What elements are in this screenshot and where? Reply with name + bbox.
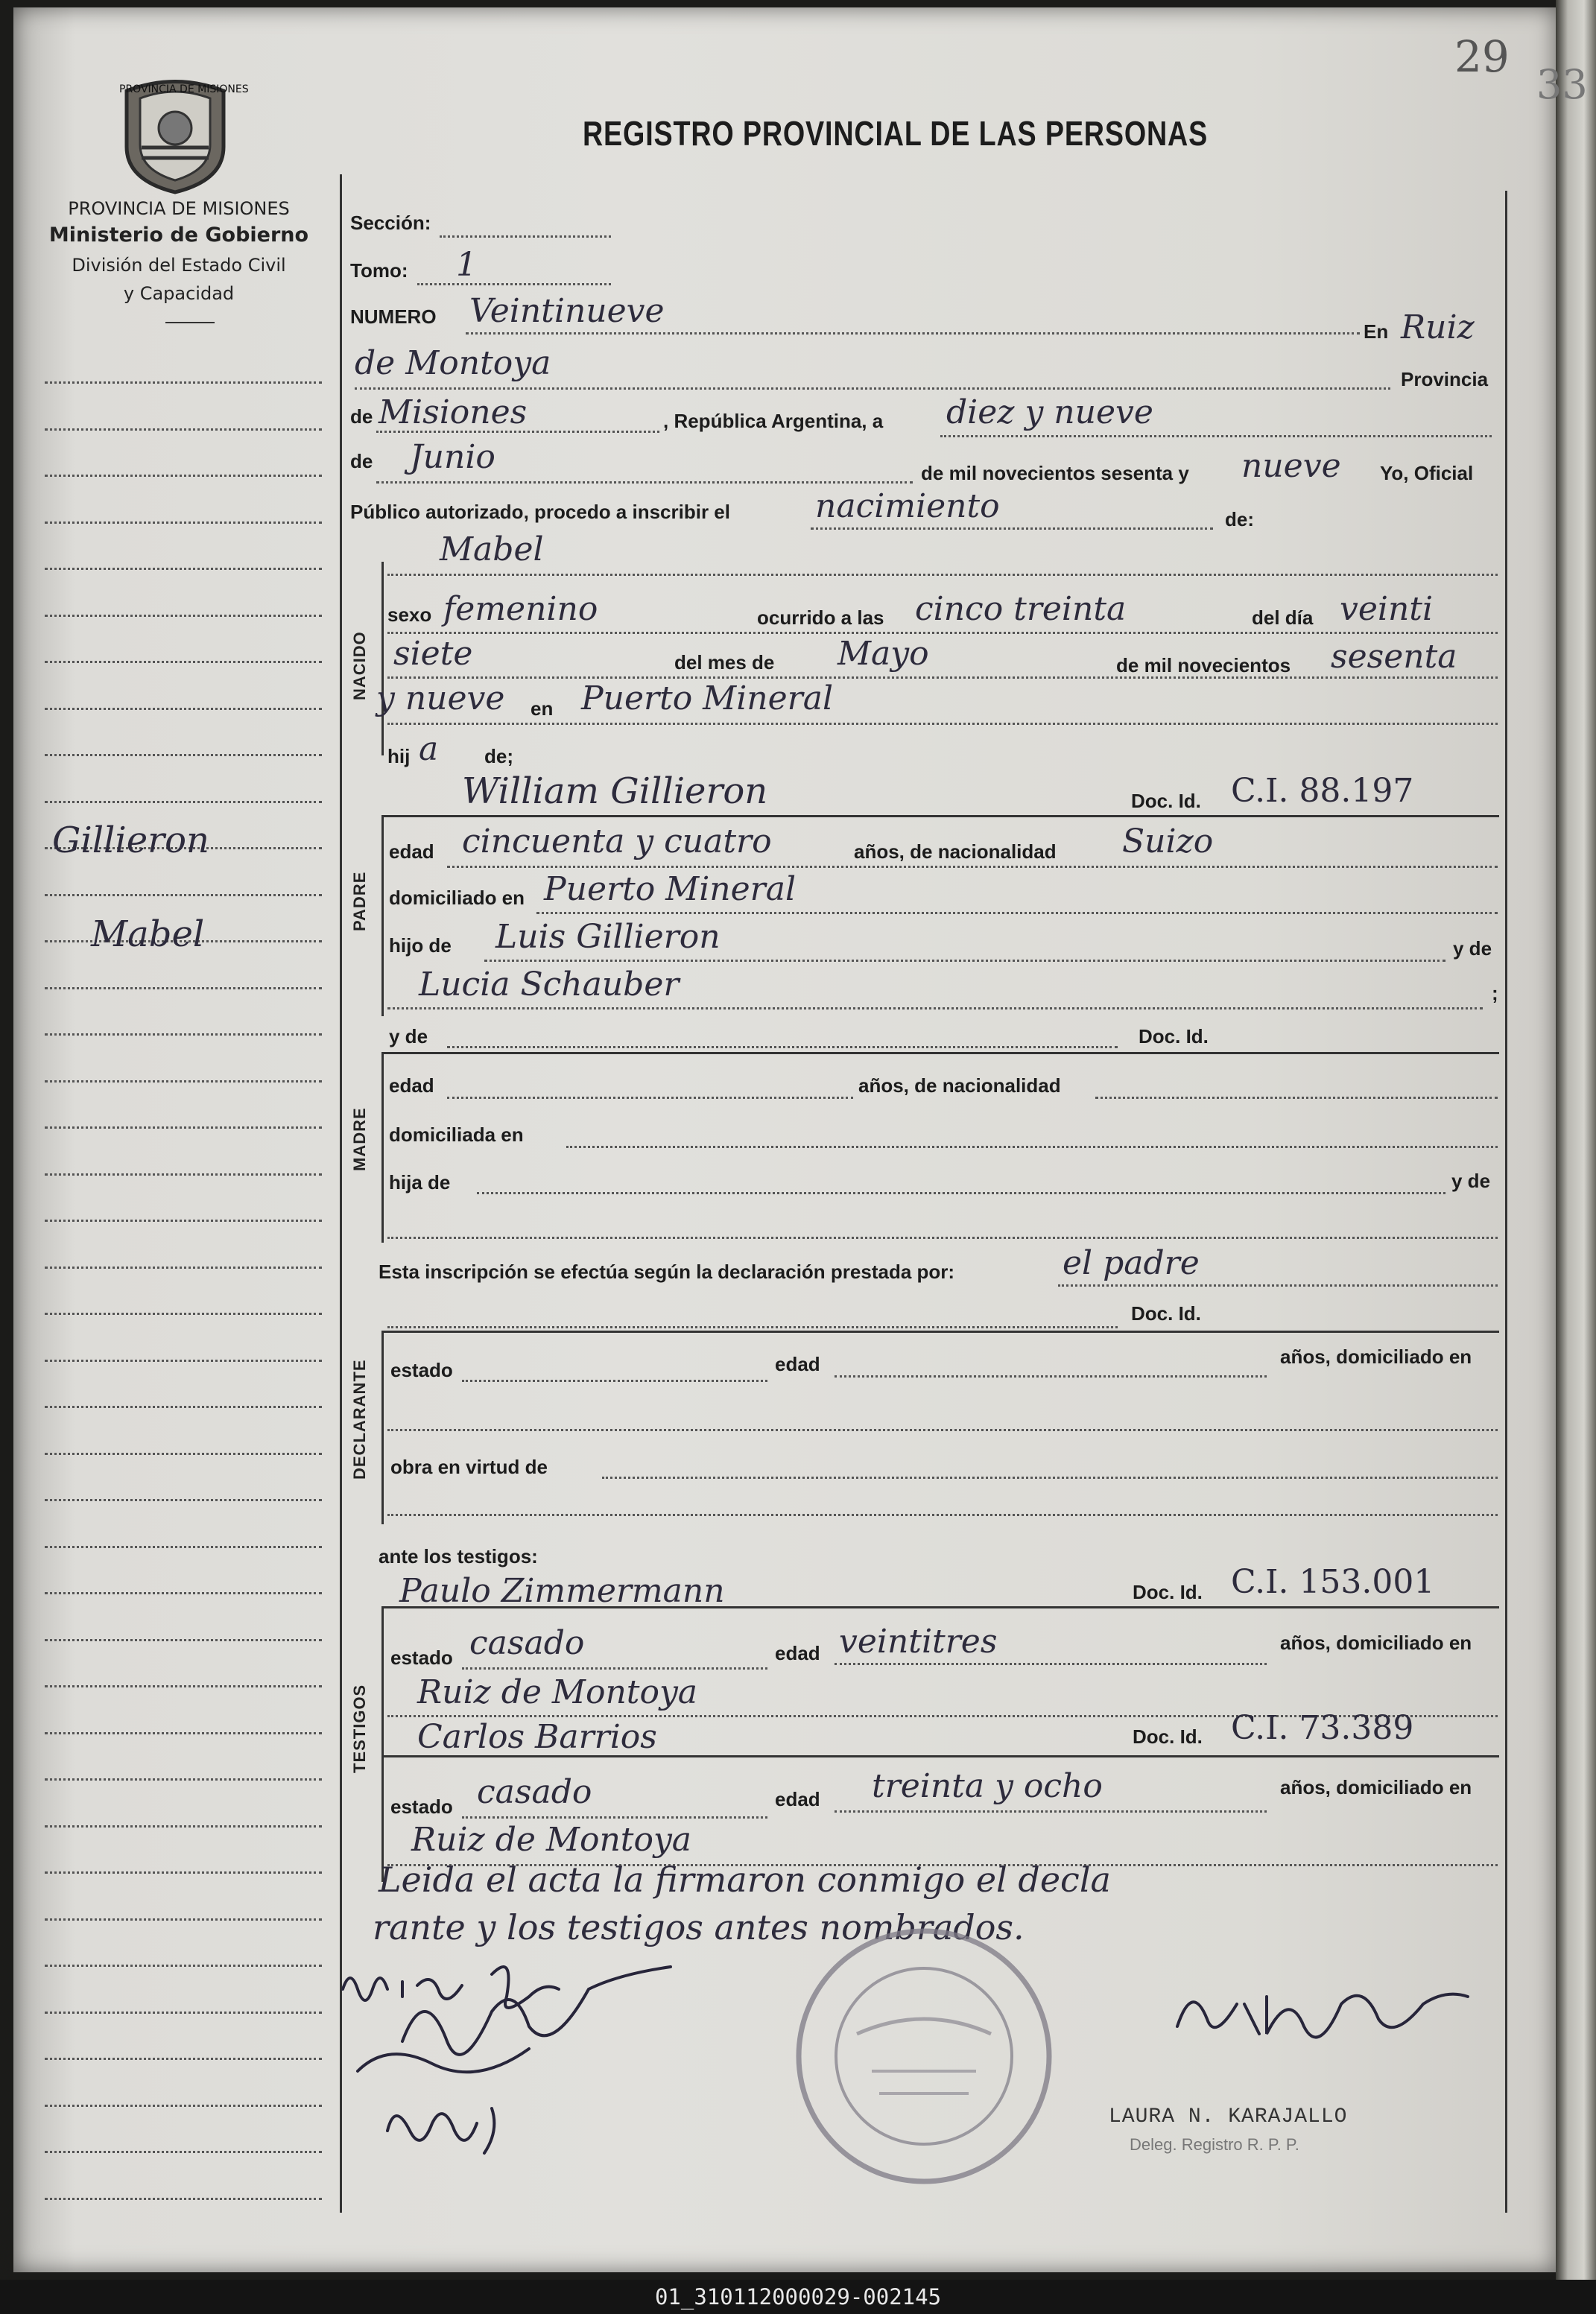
value-testigo1-edad: veintitres	[839, 1623, 998, 1661]
value-padre-nac: Suizo	[1122, 822, 1214, 860]
margin-line	[45, 2105, 322, 2107]
page-number-right: 33	[1536, 61, 1588, 108]
value-testigo2-doc: C.I. 73.389	[1231, 1709, 1414, 1747]
section-padre: PADRE	[350, 871, 369, 931]
archive-footer: 01_310112000029-002145	[0, 2280, 1596, 2314]
margin-line	[45, 2198, 322, 2200]
header-ministry: Ministerio de Gobierno	[48, 224, 309, 247]
value-hij-suffix: a	[419, 730, 439, 768]
margin-line	[45, 801, 322, 803]
page-number: 29	[1454, 31, 1510, 82]
margin-line	[45, 1918, 322, 1921]
label-hija-de: hija de	[389, 1171, 451, 1194]
section-declarante: DECLARANTE	[350, 1359, 369, 1480]
header-capacity: y Capacidad	[123, 283, 235, 304]
section-madre: MADRE	[350, 1107, 369, 1171]
rule-testigo2	[381, 1755, 1499, 1757]
label-doc-id-testigo2: Doc. Id.	[1133, 1725, 1203, 1748]
line-edad-declarante	[835, 1375, 1267, 1378]
line-dom-madre	[566, 1146, 1498, 1148]
label-republica: , República Argentina, a	[663, 410, 884, 432]
label-obra: obra en virtud de	[390, 1456, 548, 1478]
rule-testigos-top	[381, 1606, 1499, 1608]
header-rule	[165, 322, 215, 323]
label-yo-oficial: Yo, Oficial	[1380, 462, 1474, 484]
line-dom-declarante	[387, 1429, 1498, 1431]
line-nombre	[387, 574, 1498, 576]
bracket-nacido	[381, 562, 384, 755]
margin-line	[45, 894, 322, 896]
line-madre-final	[387, 1237, 1498, 1239]
value-nombre: Mabel	[440, 530, 544, 568]
margin-line	[45, 1546, 322, 1548]
label-estado-testigo1: estado	[390, 1646, 453, 1669]
line-seccion	[440, 235, 611, 238]
line-acto	[811, 527, 1213, 530]
line-obra-2	[387, 1514, 1498, 1516]
line-tomo	[417, 283, 611, 285]
document-title: REGISTRO PROVINCIAL DE LAS PERSONAS	[583, 114, 1209, 153]
margin-line	[45, 1360, 322, 1362]
margin-line	[45, 1871, 322, 1874]
margin-line	[45, 987, 322, 989]
value-mes: Junio	[410, 438, 495, 476]
margin-line	[45, 2151, 322, 2153]
rule-madre-top	[381, 1052, 1499, 1054]
line-estado-testigo1	[462, 1667, 767, 1670]
margin-name: Mabel	[91, 913, 205, 955]
margin-line	[45, 1453, 322, 1455]
margin-surname: Gillieron	[52, 820, 209, 861]
line-provincia	[376, 431, 659, 433]
value-anio: nueve	[1241, 447, 1341, 485]
label-en-2: en	[531, 697, 554, 720]
line-madre-nombre	[447, 1046, 1118, 1048]
value-anio-nac-1: sesenta	[1331, 638, 1457, 676]
label-sexo: sexo	[387, 603, 432, 626]
margin-line	[45, 2058, 322, 2060]
line-numero	[466, 332, 1360, 335]
label-doc-id-padre: Doc. Id.	[1131, 790, 1201, 812]
line-lugar2	[355, 387, 1390, 390]
line-obra	[602, 1477, 1498, 1479]
label-estado-testigo2: estado	[390, 1795, 453, 1818]
value-lugar-nac: Puerto Mineral	[581, 679, 834, 717]
value-padre-edad: cincuenta y cuatro	[462, 822, 772, 860]
line-declarante	[1058, 1284, 1498, 1287]
margin-line	[45, 1685, 322, 1687]
margin-line	[45, 428, 322, 431]
value-declarante: el padre	[1063, 1244, 1200, 1282]
line-edad-padre	[447, 866, 1498, 868]
rule-declarante-top	[381, 1331, 1499, 1333]
label-anos-dom-declarante: años, domiciliado en	[1280, 1345, 1472, 1368]
line-edad-testigo2	[835, 1810, 1267, 1813]
right-border	[1505, 191, 1507, 2213]
value-testigo2-dom: Ruiz de Montoya	[411, 1821, 692, 1859]
margin-line	[45, 522, 322, 524]
bracket-padre	[381, 815, 384, 1016]
line-mes-nac	[387, 676, 1498, 679]
label-anos-dom-testigo2: años, domiciliado en	[1280, 1776, 1472, 1798]
label-anos-dom-testigo1: años, domiciliado en	[1280, 1632, 1472, 1654]
value-padre-dom: Puerto Mineral	[544, 870, 797, 908]
margin-line	[45, 1592, 322, 1594]
label-edad-testigo2: edad	[775, 1788, 820, 1810]
margin-line	[45, 1033, 322, 1036]
value-testigo1-estado: casado	[469, 1624, 585, 1662]
margin-line	[45, 708, 322, 710]
value-testigo2-edad: treinta y ocho	[872, 1767, 1103, 1805]
margin-line	[45, 661, 322, 663]
margin-line	[45, 615, 322, 617]
value-padre-madre: Lucia Schauber	[419, 966, 680, 1004]
label-domiciliada: domiciliada en	[389, 1123, 524, 1146]
value-hora: cinco treinta	[915, 590, 1127, 628]
value-sexo: femenino	[443, 590, 598, 628]
label-estado-declarante: estado	[390, 1359, 453, 1381]
line-dia	[940, 435, 1492, 437]
value-testigo1-doc: C.I. 153.001	[1231, 1563, 1435, 1601]
label-de-semicolon: de;	[484, 745, 513, 767]
margin-line	[45, 1313, 322, 1315]
value-lugar2: de Montoya	[355, 344, 551, 382]
margin-line	[45, 1080, 322, 1082]
label-numero: NUMERO	[350, 305, 437, 328]
margin-line	[45, 1778, 322, 1781]
value-anio-nac-2: y nueve	[376, 679, 505, 717]
value-lugar1: Ruiz	[1401, 308, 1475, 346]
label-edad-declarante: edad	[775, 1353, 820, 1375]
label-tomo: Tomo:	[350, 259, 408, 282]
header-province: PROVINCIA DE MISIONES	[68, 198, 290, 219]
line-declarante-nombre	[387, 1326, 1118, 1328]
label-anos-nac-madre: años, de nacionalidad	[858, 1074, 1061, 1097]
handwritten-signatures-icon	[313, 1944, 805, 2168]
registrar-signature-icon	[1162, 1974, 1490, 2049]
label-y-de-madre-2: y de	[1451, 1170, 1491, 1192]
label-domiciliado-padre: domiciliado en	[389, 887, 525, 909]
line-edad-testigo1	[835, 1663, 1267, 1665]
value-leida-2: rante y los testigos antes nombrados.	[373, 1907, 1025, 1947]
line-hijo-de	[484, 960, 1445, 962]
label-anos-nac-padre: años, de nacionalidad	[854, 840, 1057, 863]
label-en: En	[1364, 320, 1389, 343]
book-edge	[1556, 0, 1596, 2280]
label-esta-inscripcion: Esta inscripción se efectúa según la declaración prestada por:	[379, 1261, 955, 1283]
value-testigo1: Paulo Zimmermann	[399, 1572, 725, 1610]
label-ante-testigos: ante los testigos:	[379, 1545, 538, 1568]
label-de-colon: de:	[1225, 508, 1254, 530]
label-hijo-de: hijo de	[389, 934, 452, 957]
bracket-madre	[381, 1052, 384, 1243]
value-dia-nac-1: veinti	[1340, 590, 1434, 628]
margin-line	[45, 1732, 322, 1734]
label-del-dia: del día	[1252, 606, 1314, 629]
label-del-mes: del mes de	[674, 651, 775, 673]
margin-line	[45, 475, 322, 477]
value-leida-1: Leida el acta la firmaron conmigo el decla	[379, 1860, 1111, 1900]
margin-line	[45, 381, 322, 384]
label-edad-padre: edad	[389, 840, 434, 863]
value-padre-nombre: William Gillieron	[462, 770, 768, 812]
rule-padre-top	[381, 815, 1499, 817]
margin-line	[45, 1499, 322, 1501]
bracket-testigos	[381, 1606, 384, 1882]
margin-line	[45, 1965, 322, 1967]
value-padre-padre: Luis Gillieron	[495, 918, 721, 956]
margin-border	[340, 174, 342, 2213]
label-doc-id-madre: Doc. Id.	[1139, 1025, 1209, 1047]
label-de-mil-2: de mil novecientos	[1116, 654, 1291, 676]
section-nacido: NACIDO	[350, 631, 369, 700]
section-testigos: TESTIGOS	[350, 1684, 369, 1773]
label-y-de-padre: y de	[1453, 937, 1492, 960]
line-nac-madre	[1095, 1097, 1498, 1099]
value-mes-nac: Mayo	[837, 635, 929, 673]
margin-line	[45, 2012, 322, 2014]
label-y-de-madre: y de	[389, 1025, 428, 1047]
margin-line	[45, 568, 322, 570]
signature-title: Deleg. Registro R. P. P.	[1130, 2135, 1299, 2154]
value-padre-doc: C.I. 88.197	[1231, 772, 1414, 810]
label-doc-id-testigo1: Doc. Id.	[1133, 1581, 1203, 1603]
line-sexo	[387, 632, 1498, 634]
label-edad-madre: edad	[389, 1074, 434, 1097]
value-testigo1-dom: Ruiz de Montoya	[417, 1673, 698, 1711]
value-testigo2: Carlos Barrios	[417, 1718, 657, 1756]
line-dom-padre	[536, 912, 1498, 914]
line-estado-declarante	[462, 1380, 767, 1382]
line-estado-testigo2	[462, 1816, 767, 1819]
value-numero: Veintinueve	[469, 292, 665, 330]
label-edad-testigo1: edad	[775, 1642, 820, 1664]
label-provincia: Provincia	[1401, 368, 1489, 390]
value-tomo: 1	[456, 246, 477, 284]
line-lugar-nac	[387, 723, 1498, 725]
label-seccion: Sección:	[350, 212, 431, 234]
label-publico: Público autorizado, procedo a inscribir el	[350, 501, 730, 523]
margin-line	[45, 1825, 322, 1828]
value-dia: diez y nueve	[946, 393, 1153, 431]
bracket-declarante	[381, 1331, 384, 1524]
label-de: de	[350, 405, 373, 428]
line-edad-madre	[447, 1097, 853, 1099]
label-de-mil: de mil novecientos sesenta y	[921, 462, 1189, 484]
margin-line	[45, 754, 322, 756]
official-stamp-icon	[790, 1922, 1058, 2190]
value-acto: nacimiento	[815, 487, 1000, 525]
margin-line	[45, 1126, 322, 1129]
margin-line	[45, 1220, 322, 1222]
label-semicolon: ;	[1492, 982, 1498, 1004]
label-de-2: de	[350, 450, 373, 472]
margin-line	[45, 1406, 322, 1408]
label-hij: hij	[387, 745, 411, 767]
margin-line	[45, 1173, 322, 1176]
margin-line	[45, 1639, 322, 1641]
line-hija-de	[477, 1192, 1445, 1194]
label-doc-id-declarante: Doc. Id.	[1131, 1302, 1201, 1325]
value-provincia-de: Misiones	[379, 393, 528, 431]
signature-name: LAURA N. KARAJALLO	[1109, 2105, 1348, 2128]
line-padre-madre	[387, 1007, 1483, 1009]
line-mes	[376, 481, 913, 484]
header-division: División del Estado Civil	[72, 255, 286, 276]
value-testigo2-estado: casado	[477, 1773, 592, 1811]
label-ocurrido: ocurrido a las	[757, 606, 884, 629]
value-dia-nac-2: siete	[393, 635, 473, 673]
margin-line	[45, 1267, 322, 1269]
emblem-text: PROVINCIA DE MISIONES	[119, 83, 249, 95]
